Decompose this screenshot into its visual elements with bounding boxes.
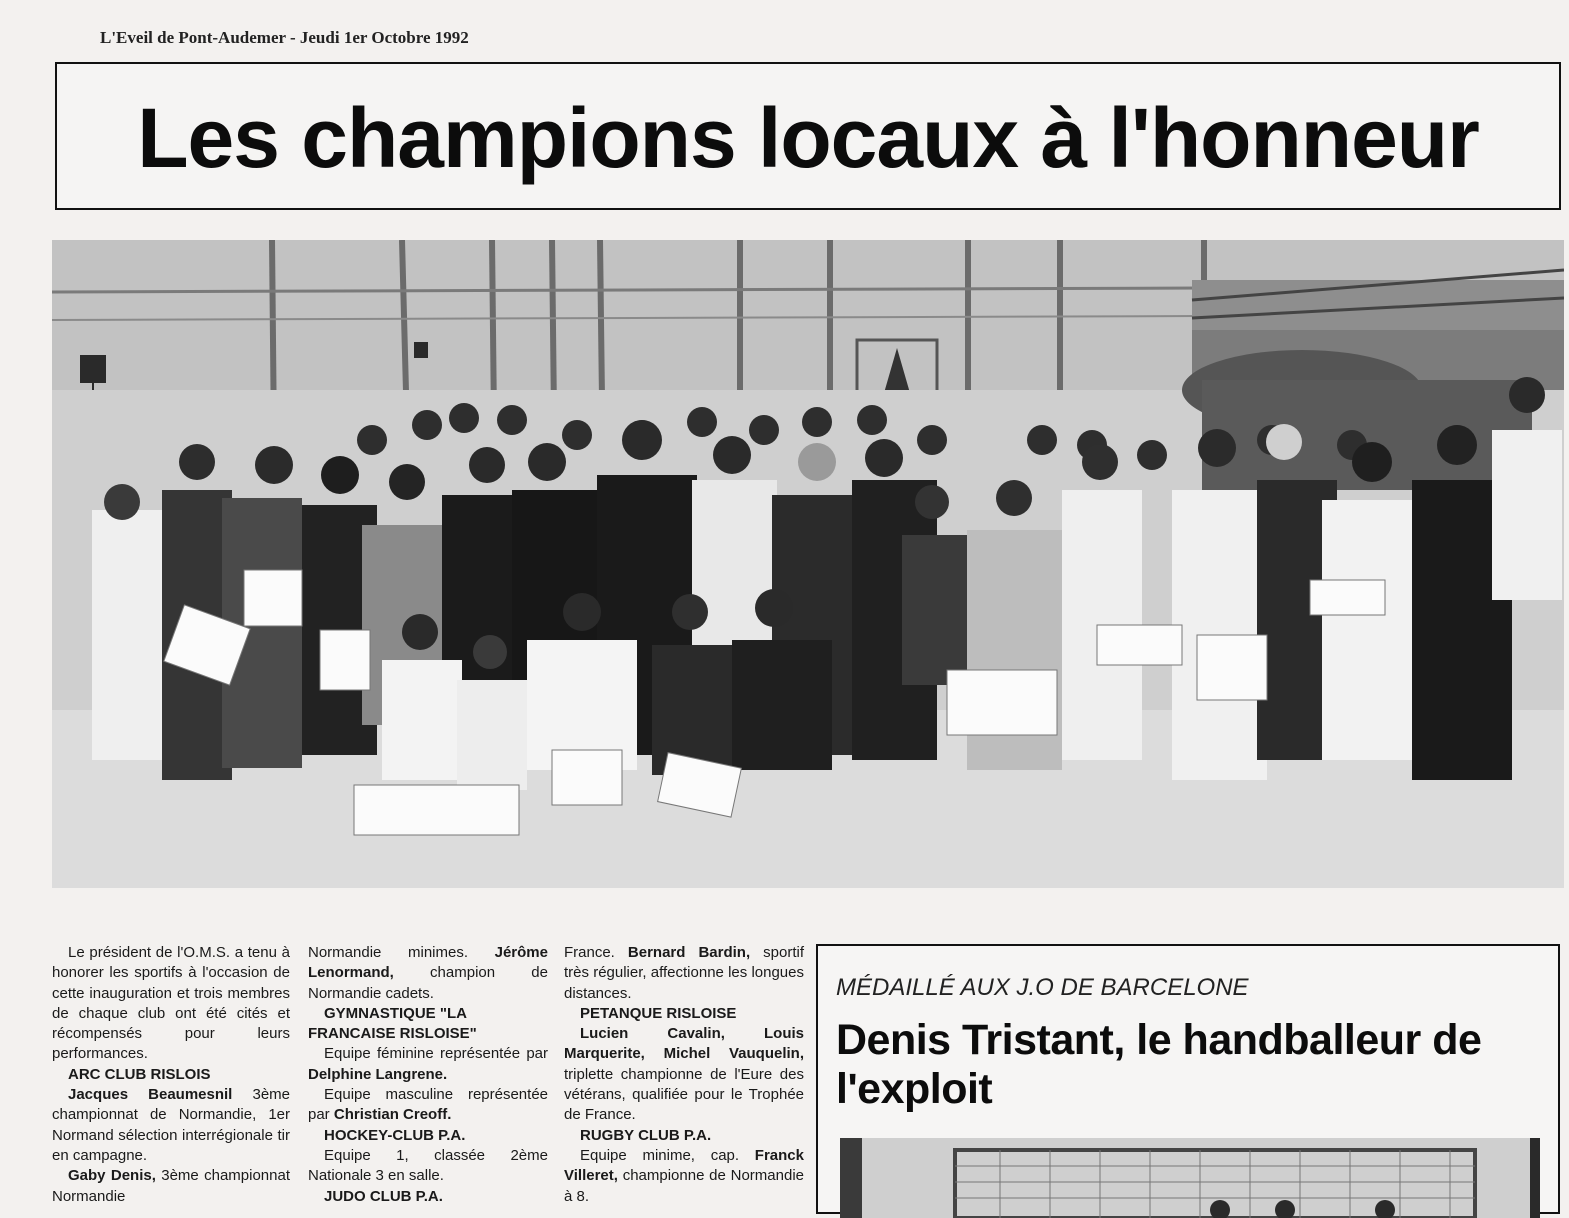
paragraph-text: triplette championne de l'Eure des vétérans, qualifiée pour le Trophée de France. [564,1065,804,1124]
group-photo [52,240,1564,888]
article-paragraph [52,1085,290,1166]
paragraph-text: Equipe masculine représentée par [308,1086,548,1124]
club-heading: GYMNASTIQUE "LA FRANCAISE RISLOISE" [308,1004,477,1043]
paragraph-text: France. [564,944,628,961]
athlete-name: Gaby Denis, [68,1167,156,1185]
article-paragraph: Equipe 1, classée 2ème Nationale 3 en salle. [308,1146,548,1185]
athlete-name: Delphine Langrene. [308,1065,448,1083]
article-paragraph [564,1146,804,1207]
article-title: Denis Tristant, le handballeur de l'exploit [836,1016,1482,1113]
paragraph-text: champion de Normandie cadets. [308,964,548,1002]
handball-photo [840,1138,1540,1218]
article-paragraph [308,1044,548,1085]
article-paragraph [564,943,804,1004]
headline-frame [55,62,1561,210]
athlete-name: Christian Creoff. [333,1106,452,1124]
article-paragraph [52,1166,290,1207]
paragraph-text: sportif très régulier, affectionne les longues distances. [564,944,805,1002]
paragraph-text: championne de Normandie à 8. [564,1167,804,1205]
article-column-3 [564,943,804,1207]
athlete-name: Lucien Cavalin, Louis Marquerite, Michel Vauquelin, [564,1025,804,1063]
article-intro: Le président de l'O.M.S. a tenu à honorer les sportifs à l'occasion de cette inauguration et trois membres de chaque club ont été cités et récompensés pour leurs performances. [52,944,290,1063]
newspaper-masthead: L'Eveil de Pont-Audemer - Jeudi 1er Octobre 1992 [100,28,469,47]
club-heading: HOCKEY-CLUB P.A. [324,1126,466,1144]
paragraph-text: Normandie minimes. [308,944,495,961]
athlete-name: Jacques Beaumesnil [68,1086,233,1104]
article-kicker: MÉDAILLÉ AUX J.O DE BARCELONE [836,974,1249,1001]
boxed-article [816,944,1560,1214]
paragraph-text: 3ème championnat de Normandie, 1er Normand sélection interrégionale tir en campagne. [52,1086,290,1164]
athlete-name: Jérôme Lenormand, [308,944,548,982]
article-column-1 [52,943,290,1207]
club-heading: ARC CLUB RISLOIS [68,1065,211,1083]
article-paragraph [308,943,548,1004]
handball-photo-drawing [840,1138,1540,1218]
group-photo-drawing [52,240,1564,888]
athlete-name: Bernard Bardin, [627,944,751,961]
paragraph-text: Equipe minime, cap. [580,1146,755,1164]
club-heading: RUGBY CLUB P.A. [580,1126,712,1144]
article-paragraph [308,1085,548,1126]
article-column-2 [308,943,548,1207]
club-heading: PETANQUE RISLOISE [580,1004,737,1022]
paragraph-text: 3ème championnat Normandie [52,1167,291,1205]
article-paragraph [564,1024,804,1125]
page-headline: Les champions locaux à l'honneur [137,91,1479,185]
athlete-name: Franck Villeret, [564,1146,804,1185]
paragraph-text: Equipe féminine représentée par [324,1045,548,1063]
club-heading: JUDO CLUB P.A. [324,1187,443,1205]
